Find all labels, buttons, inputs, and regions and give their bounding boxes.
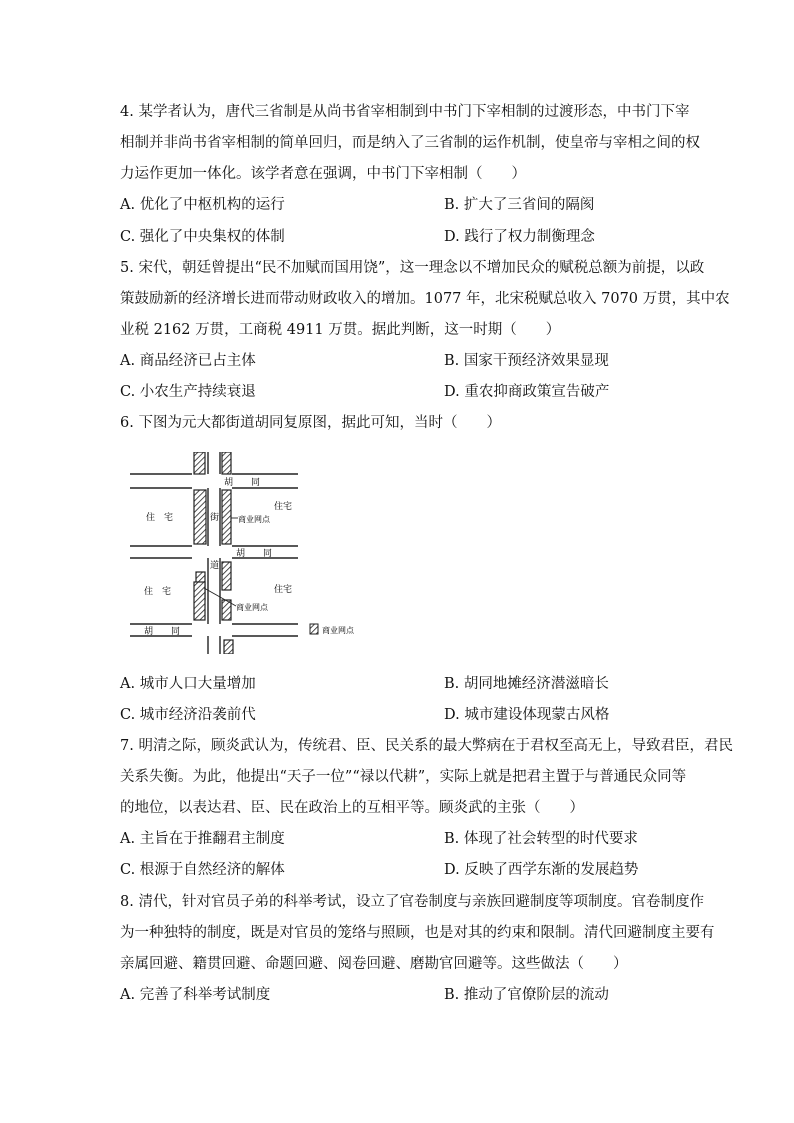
q4-option-c[interactable]: C. 强化了中央集权的体制 (120, 229, 285, 245)
label-hutong-top: 胡 同 (224, 478, 261, 488)
q5-option-d[interactable]: D. 重农抑商政策宣告破产 (444, 384, 610, 400)
q4-option-b[interactable]: B. 扩大了三省间的隔阂 (444, 197, 595, 213)
label-commerce-1: 商业网点 (238, 515, 270, 524)
q4-stem-line-2: 相制并非尚书省宰相制的简单回归，而是纳入了三省制的运作机制，使皇帝与宰相之间的权 (120, 135, 700, 151)
label-street-char-2: 道 (210, 561, 220, 571)
q7-stem-line-2: 关系失衡。为此，他提出“天子一位”“禄以代耕”，实际上就是把君主置于与普通民众同等 (120, 769, 687, 785)
q6-option-a[interactable]: A. 城市人口大量增加 (120, 676, 256, 692)
legend-label: 商业网点 (322, 626, 354, 635)
q4-stem-line-3: 力运作更加一体化。该学者意在强调，中书门下宰相制（ ） (120, 166, 526, 182)
q5-stem-line-2: 策鼓励新的经济增长进而带动财政收入的增加。1077 年，北宋税赋总收入 7070 万贯，其中农 (120, 291, 730, 307)
q7-option-c[interactable]: C. 根源于自然经济的解体 (120, 862, 285, 878)
q6-option-c[interactable]: C. 城市经济沿袭前代 (120, 707, 256, 723)
label-residence-tr: 住宅 (274, 502, 293, 512)
label-commerce-2: 商业网点 (236, 603, 268, 612)
q5-option-a[interactable]: A. 商品经济已占主体 (120, 353, 256, 369)
q4-stem-line-1: 4. 某学者认为，唐代三省制是从尚书省宰相制到中书门下宰相制的过渡形态，中书门下宰 (120, 104, 690, 120)
q7-stem-line-1: 7. 明清之际，顾炎武认为，传统君、臣、民关系的最大弊病在于君权至高无上，导致君臣，君民 (120, 738, 733, 754)
label-residence-br: 住宅 (274, 585, 293, 595)
main-street-edges (208, 452, 220, 654)
q5-stem-line-3: 业税 2162 万贯，工商税 4911 万贯。据此判断，这一时期（ ） (120, 322, 561, 338)
label-residence-tl: 住 宅 (146, 513, 174, 523)
label-hutong-bottom: 胡 同 (144, 627, 181, 637)
hutong-lines (130, 474, 298, 636)
q6-option-b[interactable]: B. 胡同地摊经济潜滋暗长 (444, 676, 609, 692)
q8-stem-line-3: 亲属回避、籍贯回避、命题回避、阅卷回避、磨勘官回避等。这些做法（ ） (120, 956, 628, 972)
label-residence-bl: 住 宅 (144, 587, 172, 597)
q4-option-a[interactable]: A. 优化了中枢机构的运行 (120, 197, 285, 213)
q4-option-d[interactable]: D. 践行了权力制衡理念 (444, 229, 595, 245)
legend-swatch (310, 624, 318, 634)
q7-stem-line-3: 的地位，以表达君、臣、民在政治上的互相平等。顾炎武的主张（ ） (120, 800, 584, 816)
yuan-dadu-street-map (124, 452, 374, 654)
q5-option-c[interactable]: C. 小农生产持续衰退 (120, 384, 256, 400)
label-street-char-1: 街 (210, 513, 220, 523)
q8-option-a[interactable]: A. 完善了科举考试制度 (120, 987, 271, 1003)
q7-option-a[interactable]: A. 主旨在于推翻君主制度 (120, 831, 285, 847)
q6-option-d[interactable]: D. 城市建设体现蒙古风格 (444, 707, 610, 723)
q6-stem-line-1: 6. 下图为元大都街道胡同复原图，据此可知，当时（ ） (120, 415, 501, 431)
q8-stem-line-1: 8. 清代，针对官员子弟的科举考试，设立了官卷制度与亲族回避制度等项制度。官卷制度作 (120, 894, 704, 910)
q7-option-b[interactable]: B. 体现了社会转型的时代要求 (444, 831, 638, 847)
q8-stem-line-2: 为一种独特的制度，既是对官员的笼络与照顾，也是对其的约束和限制。清代回避制度主要有 (120, 925, 715, 941)
label-hutong-mid: 胡 同 (236, 549, 273, 559)
q5-option-b[interactable]: B. 国家干预经济效果显现 (444, 353, 609, 369)
q8-option-b[interactable]: B. 推动了官僚阶层的流动 (444, 987, 609, 1003)
q7-option-d[interactable]: D. 反映了西学东渐的发展趋势 (444, 862, 639, 878)
q5-stem-line-1: 5. 宋代，朝廷曾提出“民不加赋而国用饶”，这一理念以不增加民众的赋税总额为前提，以政 (120, 260, 705, 276)
